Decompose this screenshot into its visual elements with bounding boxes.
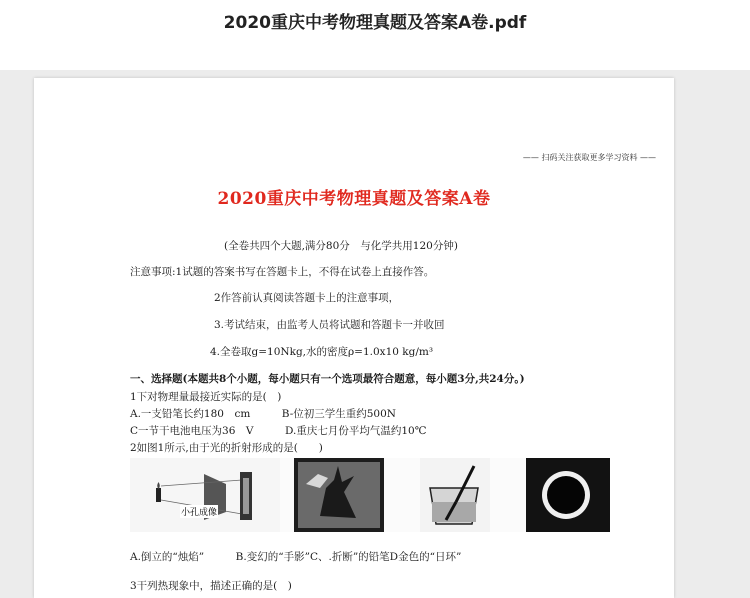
question-2-options: A.倒立的“烛焰” B.变幻的“手影”C、.折断”的铅笔D金色的“日环” <box>130 551 462 563</box>
question-1-stem: 1下对物理量最接近实际的是( ) <box>130 391 282 403</box>
document-title: 2020重庆中考物理真题及答案A卷 <box>217 189 491 209</box>
notice-line-3: 3.考试结束，由监考人员将试题和答题卡一并收回 <box>214 319 445 331</box>
section-heading: 一、选择题(本题共8个小题，每小题只有一个选项最符合题意，每小题3分,共24分。) <box>130 373 525 385</box>
scan-note: —— 扫码关注获取更多学习资料 —— <box>522 153 656 162</box>
hand-shadow-image <box>294 458 384 532</box>
notice-line-4: 4.全卷取g=10Nkg,水的密度ρ=1.0x10 kg/m³ <box>210 346 434 358</box>
notice-line-2: 2作答前认真阅读答题卡上的注意事项， <box>214 292 400 304</box>
solar-eclipse-image <box>526 458 610 532</box>
question-2-figure <box>130 458 610 532</box>
figure-strip-graphic <box>130 458 610 532</box>
viewer-header <box>0 0 750 70</box>
pinhole-camera-image <box>130 458 280 532</box>
bent-pencil-image <box>420 458 490 532</box>
file-title: 2020重庆中考物理真题及答案A卷.pdf <box>223 13 527 33</box>
question-3-stem: 3干列热现象中，描述正确的是( ) <box>130 580 292 592</box>
pdf-page[interactable] <box>34 78 674 598</box>
question-1-options-row-1: A.一支铅笔长约180 cm B-位初三学生重约500N <box>130 408 396 420</box>
question-2-stem: 2如图1所示,由于光的折射形成的是( ) <box>130 442 323 454</box>
notice-line-1: 注意事项:1试题的答案书写在答题卡上，不得在试卷上直接作答。 <box>130 266 435 278</box>
exam-subtitle: (全卷共四个大题,满分80分 与化学共用120分钟) <box>224 240 458 252</box>
figure-caption: 小孔成像 <box>180 505 218 518</box>
question-1-options-row-2: C一节干电池电压为36 V D.重庆七月份平均气温约10℃ <box>130 425 427 437</box>
